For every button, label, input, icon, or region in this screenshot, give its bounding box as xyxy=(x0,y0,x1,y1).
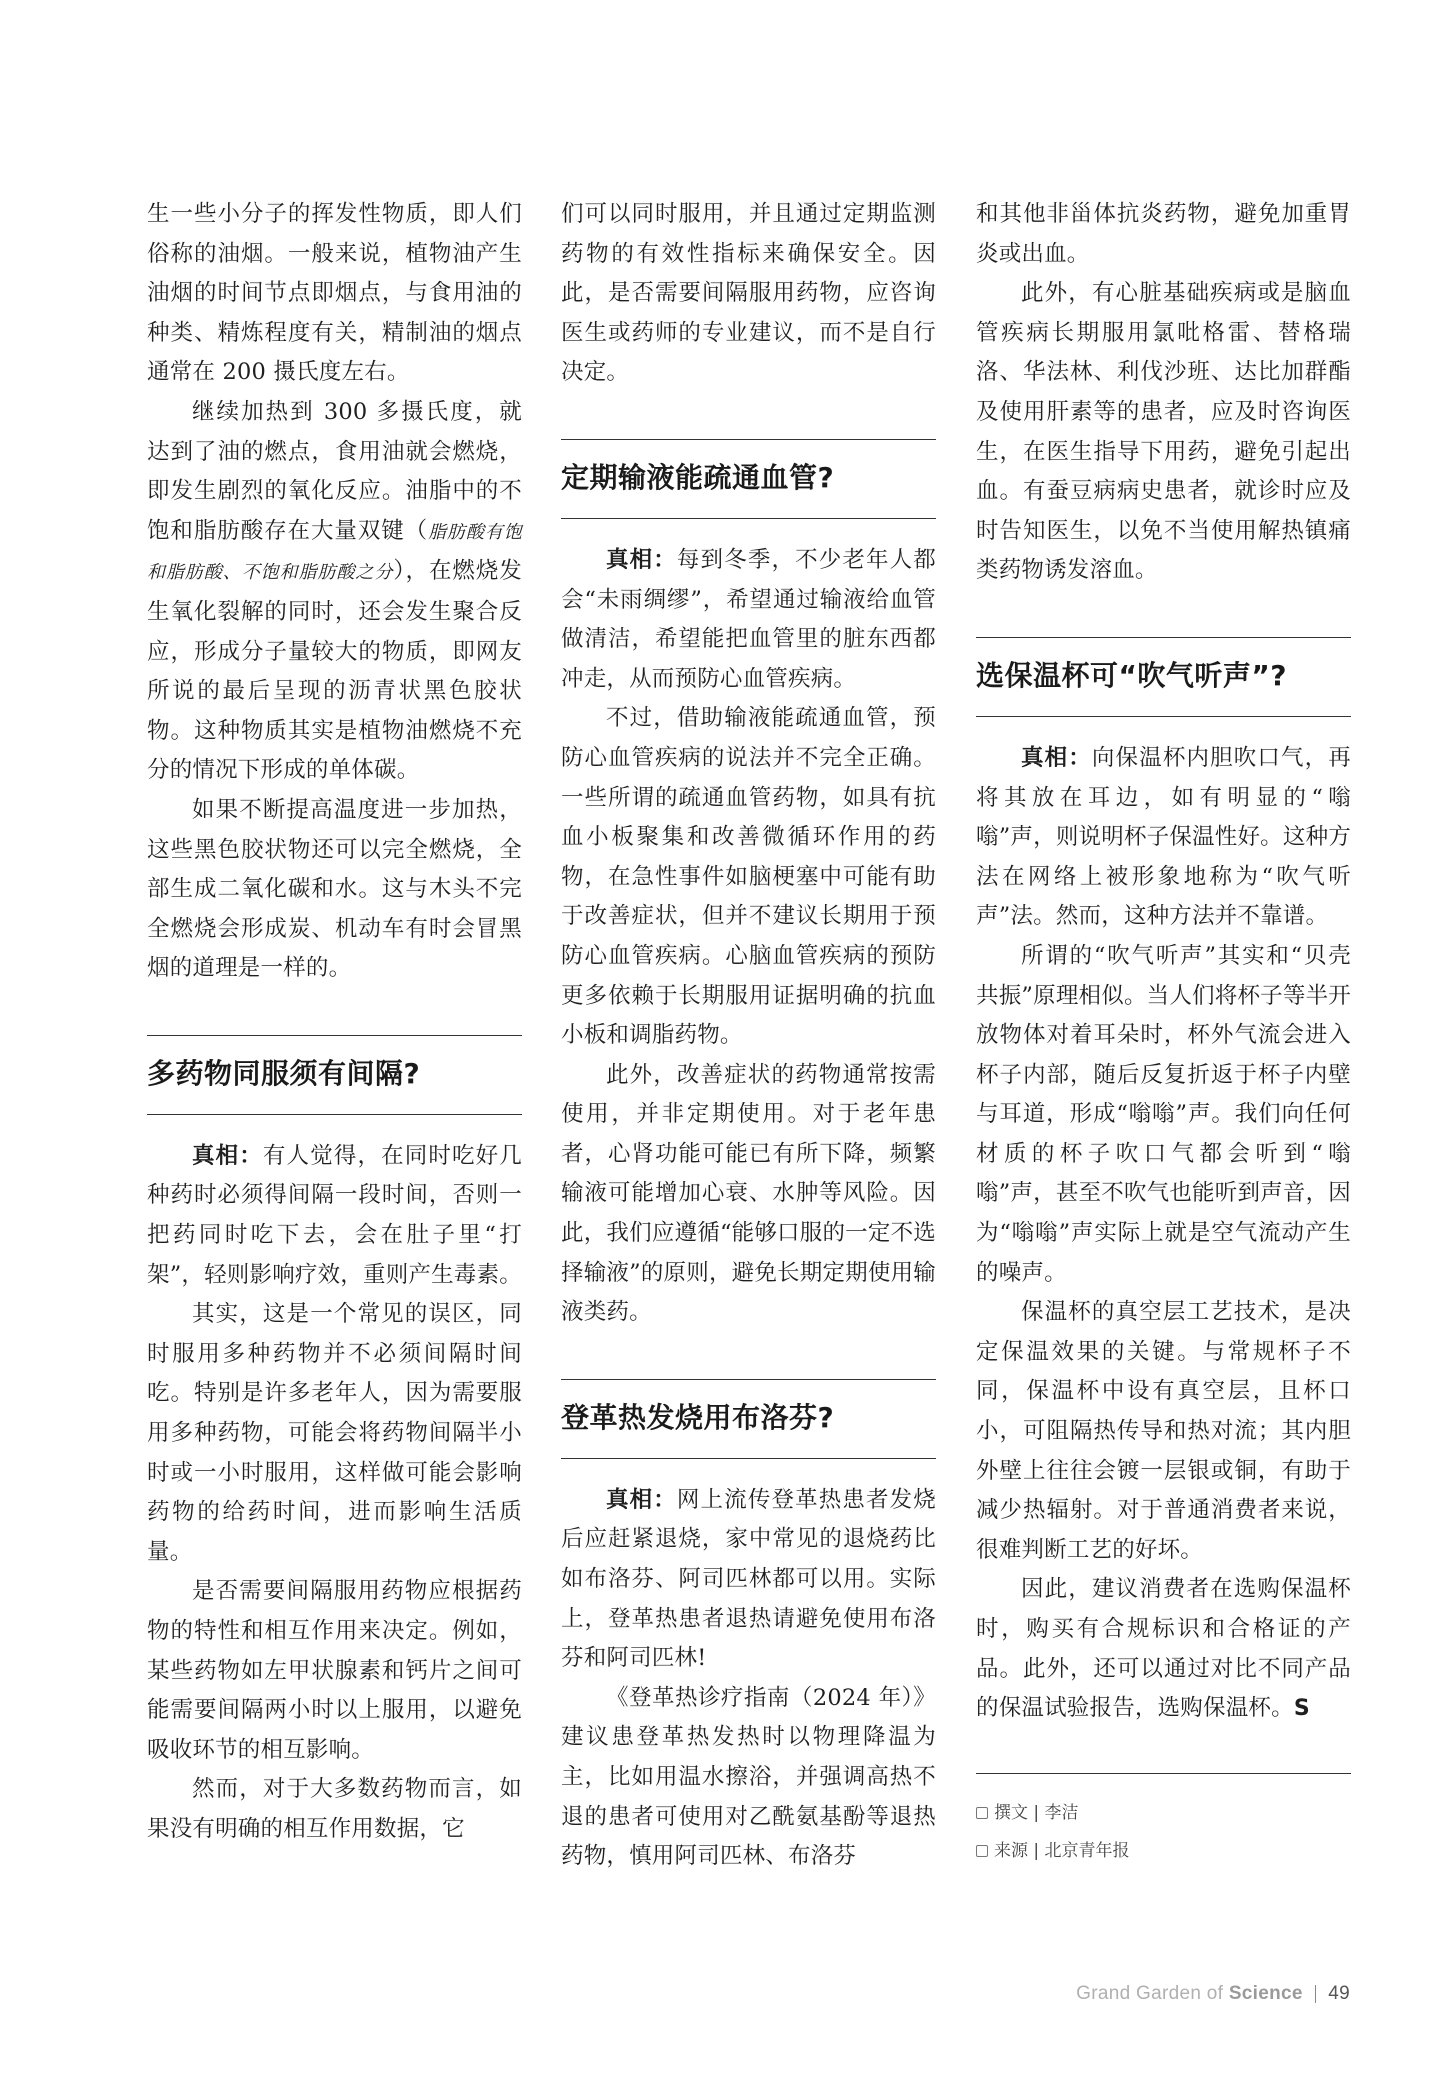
paragraph: 是否需要间隔服用药物应根据药物的特性和相互作用来决定。例如，某些药物如左甲状腺素和钙片之间可能需要间隔两小时以上服用，以避免吸收环节的相互影响。 xyxy=(147,1578,522,1763)
divider xyxy=(561,1458,936,1459)
square-bullet-icon xyxy=(976,1807,988,1819)
paragraph: 和其他非甾体抗炎药物，避免加重胃炎或出血。 xyxy=(976,201,1351,267)
lead-label: 真相： xyxy=(192,1142,263,1169)
divider xyxy=(976,716,1351,717)
paragraph: 如果不断提高温度进一步加热，这些黑色胶状物还可以完全燃烧，全部生成二氧化碳和水。这与木头不完全燃烧会形成炭、机动车有时会冒黑烟的道理是一样的。 xyxy=(147,796,522,982)
paragraph: 继续加热到 300 多摄氏度，就达到了油的燃点，食用油就会燃烧，即发生剧烈的氧化反应。油脂中的不饱和脂肪酸存在大量双键（脂肪酸有饱和脂肪酸、不饱和脂肪酸之分），在燃烧发生氧化裂解的同时，还会发生聚合反应，形成分子量较大的物质，即网友所说的最后呈现的沥青状黑色胶状物。这种物质其实是植物油燃烧不充分的情况下形成的单体碳。 xyxy=(147,398,523,784)
journal-name: Grand Garden of Science xyxy=(1076,1983,1303,2004)
paragraph: 不过，借助输液能疏通血管，预防心血管疾病的说法并不完全正确。一些所谓的疏通血管药物，如具有抗血小板聚集和改善微循环作用的药物，在急性事件如脑梗塞中可能有助于改善症状，但并不建议长期用于预防心血管疾病。心脑血管疾病的预防更多依赖于长期服用证据明确的抗血小板和调脂药物。 xyxy=(561,705,936,1049)
section-header xyxy=(976,637,1351,717)
page-number: 49 xyxy=(1328,1983,1350,2004)
paragraph: 《登革热诊疗指南（2024 年）》建议患登革热发热时以物理降温为主，比如用温水擦浴，并强调高热不退的患者可使用对乙酰氨基酚等退热药物，慎用阿司匹林、布洛芬 xyxy=(561,1684,936,1870)
aside-note: 脂肪酸有饱和脂肪酸、不饱和脂肪酸之分 xyxy=(147,521,523,584)
paragraph: 因此，建议消费者在选购保温杯时，购买有合规标识和合格证的产品。此外，还可以通过对比不同产品的保温试验报告，选购保温杯。S xyxy=(976,1576,1351,1722)
section-title: 登革热发烧用布洛芬? xyxy=(561,1400,835,1434)
credit-author: 撰文 | 李洁 xyxy=(976,1794,1351,1832)
section-header xyxy=(561,439,936,519)
paragraph: 保温杯的真空层工艺技术，是决定保温效果的关键。与常规杯子不同，保温杯中设有真空层，且杯口小，可阻隔热传导和热对流；其内胆外壁上往往会镀一层银或铜，有助于减少热辐射。对于普通消费者来说，很难判断工艺的好坏。 xyxy=(976,1299,1351,1563)
divider xyxy=(561,439,936,440)
divider xyxy=(147,1035,522,1036)
credits xyxy=(976,1773,1351,1870)
paragraph: 真相：有人觉得，在同时吃好几种药时必须得间隔一段时间，否则一把药同时吃下去，会在肚子里“打架”，轻则影响疗效，重则产生毒素。 xyxy=(147,1142,522,1288)
paragraph: 所谓的“吹气听声”其实和“贝壳共振”原理相似。当人们将杯子等半开放物体对着耳朵时，杯外气流会进入杯子内部，随后反复折返于杯子内壁与耳道，形成“嗡嗡”声。我们向任何材质的杯子吹口气都会听到“嗡嗡”声，甚至不吹气也能听到声音，因为“嗡嗡”声实际上就是空气流动产生的噪声。 xyxy=(976,942,1351,1286)
paragraph: 生一些小分子的挥发性物质，即人们俗称的油烟。一般来说，植物油产生油烟的时间节点即烟点，与食用油的种类、精炼程度有关，精制油的烟点通常在 200 摄氏度左右。 xyxy=(147,201,522,386)
section-header xyxy=(147,1035,522,1115)
column-3 xyxy=(976,195,1351,1870)
column-1 xyxy=(147,195,522,1850)
lead-label: 真相： xyxy=(606,546,677,573)
column-2 xyxy=(561,195,936,1877)
divider xyxy=(976,637,1351,638)
divider xyxy=(147,1114,522,1115)
credit-source: 来源 | 北京青年报 xyxy=(976,1832,1351,1870)
page-footer xyxy=(1076,1983,1350,2005)
paragraph: 此外，有心脏基础疾病或是脑血管疾病长期服用氯吡格雷、替格瑞洛、华法林、利伐沙班、达比加群酯及使用肝素等的患者，应及时咨询医生，在医生指导下用药，避免引起出血。有蚕豆病病史患者，就诊时应及时告知医生，以免不当使用解热镇痛类药物诱发溶血。 xyxy=(976,280,1351,584)
paragraph: 真相：网上流传登革热患者发烧后应赶紧退烧，家中常见的退烧药比如布洛芬、阿司匹林都可以用。实际上，登革热患者退热请避免使用布洛芬和阿司匹林! xyxy=(561,1486,936,1672)
lead-label: 真相： xyxy=(1021,744,1092,771)
end-mark-icon: S xyxy=(1293,1696,1310,1722)
section-header xyxy=(561,1379,936,1459)
section-title: 定期输液能疏通血管? xyxy=(561,460,835,494)
section-title: 选保温杯可“吹气听声”? xyxy=(976,658,1288,692)
divider xyxy=(561,518,936,519)
square-bullet-icon xyxy=(976,1845,988,1857)
paragraph: 们可以同时服用，并且通过定期监测药物的有效性指标来确保安全。因此，是否需要间隔服用药物，应咨询医生或药师的专业建议，而不是自行决定。 xyxy=(561,201,936,386)
section-title: 多药物同服须有间隔? xyxy=(147,1056,421,1090)
paragraph: 此外，改善症状的药物通常按需使用，并非定期使用。对于老年患者，心肾功能可能已有所下降，频繁输液可能增加心衰、水肿等风险。因此，我们应遵循“能够口服的一定不选择输液”的原则，避免长期定期使用输液类药。 xyxy=(561,1061,936,1326)
paragraph: 其实，这是一个常见的误区，同时服用多种药物并不必须间隔时间吃。特别是许多老年人，因为需要服用多种药物，可能会将药物间隔半小时或一小时服用，这样做可能会影响药物的给药时间，进而影响生活质量。 xyxy=(147,1301,522,1565)
divider xyxy=(561,1379,936,1380)
paragraph: 然而，对于大多数药物而言，如果没有明确的相互作用数据，它 xyxy=(147,1776,522,1842)
footer-separator xyxy=(1315,1985,1317,2003)
lead-label: 真相： xyxy=(606,1486,677,1513)
paragraph: 真相：每到冬季，不少老年人都会“未雨绸缪”，希望通过输液给血管做清洁，希望能把血管里的脏东西都冲走，从而预防心血管疾病。 xyxy=(561,546,936,692)
paragraph: 真相：向保温杯内胆吹口气，再将其放在耳边，如有明显的“嗡嗡”声，则说明杯子保温性好。这种方法在网络上被形象地称为“吹气听声”法。然而，这种方法并不靠谱。 xyxy=(976,744,1351,930)
